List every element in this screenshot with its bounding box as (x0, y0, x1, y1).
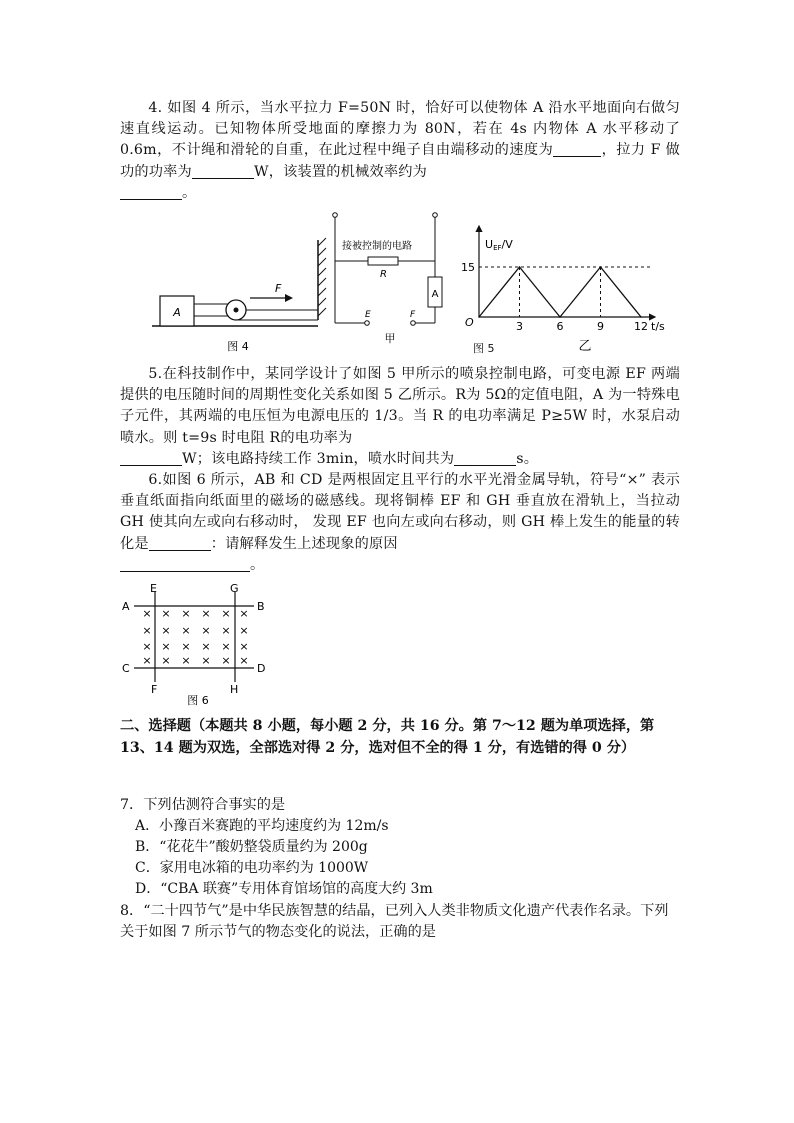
terminal-e (365, 321, 370, 326)
figure-6 (118, 580, 278, 710)
question-7-stem: 7．下列估测符合事实的是 (120, 797, 286, 813)
data-point (559, 316, 561, 318)
q5-text-1: 5.在科技制作中，某同学设计了如图 5 甲所示的喷泉控制电路，可变电源 EF 两端提供的电压随时间的周期性变化关系如图 5 乙所示。R为 5Ω的定值电阻，A 为一特殊电子元件，其两端的电压恒为电源电压的 1/3。当 R 的电功率满足 P≥5W 时，水泵启动喷水。则 t=9s 时电阻 R的电功率为 (120, 366, 680, 446)
terminal-f (411, 321, 416, 326)
data-point (640, 316, 642, 318)
data-point (600, 266, 602, 268)
label-b: B (257, 600, 265, 613)
origin-label: O (465, 316, 474, 329)
field-cross: × (161, 607, 171, 620)
field-cross: × (221, 640, 231, 653)
q5-text-3: s。 (516, 450, 539, 467)
label-e: E (150, 582, 157, 595)
q7-option-d[interactable]: D．“CBA 联赛”专用体育馆场馆的高度大约 3m (135, 881, 433, 897)
question-4 (120, 98, 680, 204)
q6-text-1: 6.如图 6 所示，AB 和 CD 是两根固定且平行的水平光滑金属导轨，符号“×” 表示垂直纸面指向纸面里的磁场的磁感线。现将铜棒 EF 和 GH 垂直放在滑轨上，当拉动 GH 使其向左或向右移动时， 发现 EF 也向左或向右移动，则 GH 棒上发生的能量的转化是 (120, 472, 680, 552)
field-cross: × (181, 654, 191, 667)
field-cross: × (142, 640, 152, 653)
q4-text-3: W，该装置的机械效率约为 (253, 163, 427, 180)
field-cross: × (239, 607, 249, 620)
x-tick-label: 9 (597, 320, 604, 333)
q4-text-4: 。 (182, 184, 197, 201)
y-axis-label: UEF/V (485, 238, 513, 252)
q5-answer-blank-1[interactable] (120, 451, 182, 466)
figure-5b-caption: 乙 (578, 339, 592, 354)
block-a-label: A (173, 306, 181, 319)
field-cross: × (239, 624, 249, 637)
q4-text-1: 4. 如图 4 所示，当水平拉力 F=50N 时，恰好可以使物体 A 沿水平地面向右做匀速直线运动。已知物体所受地面的摩擦力为 80N，若在 4s 内物体 A 水平移动了 0.6m，不计绳和滑轮的自重，在此过程中绳子自由端移动的速度为 (120, 100, 680, 159)
element-a-label: A (431, 289, 439, 300)
field-cross: × (161, 640, 171, 653)
q6-answer-blank-2[interactable] (120, 557, 250, 572)
data-point (519, 266, 521, 268)
field-cross: × (161, 654, 171, 667)
y-tick-label: 15 (461, 261, 475, 274)
x-axis-label: t/s (651, 320, 665, 333)
field-cross: × (181, 624, 191, 637)
field-cross: × (239, 640, 249, 653)
force-label: F (275, 282, 282, 295)
field-cross: × (181, 640, 191, 653)
voltage-series-line (479, 267, 641, 317)
figure-5-caption: 图 5 (473, 342, 495, 355)
question-6 (120, 470, 680, 576)
figure-4-caption: 图 4 (227, 340, 249, 353)
x-tick-label: 12 (634, 320, 648, 333)
label-h: H (230, 683, 239, 696)
question-8-stem: 8．“二十四节气”是中华民族智慧的结晶，已列入人类非物质文化遗产代表作名录。下列关于如图 7 所示节气的物态变化的说法，正确的是 (120, 903, 669, 940)
x-tick-label: 6 (556, 320, 564, 333)
label-c: C (122, 662, 130, 675)
field-cross: × (221, 624, 231, 637)
q7-option-c[interactable]: C．家用电冰箱的电功率约为 1000W (135, 860, 369, 876)
figure-6-caption: 图 6 (187, 694, 209, 707)
q6-text-2: ：请解释发生上述现象的原因 (210, 535, 398, 552)
figure-4 (150, 210, 340, 360)
field-cross: × (201, 624, 211, 637)
q5-answer-blank-2[interactable] (454, 451, 516, 466)
field-cross: × (239, 654, 249, 667)
magnetic-field (142, 607, 248, 667)
terminal-e-label: E (365, 310, 371, 320)
field-cross: × (161, 624, 171, 637)
q7-option-a[interactable]: A．小豫百米赛跑的平均速度约为 12m/s (135, 818, 389, 834)
resistor-r (368, 257, 398, 265)
label-a: A (122, 600, 130, 613)
data-point (478, 316, 480, 318)
field-cross: × (201, 640, 211, 653)
figure-5a (330, 205, 450, 360)
q4-answer-blank-2[interactable] (192, 163, 254, 178)
field-cross: × (142, 607, 152, 620)
q6-answer-blank-1[interactable] (149, 535, 211, 550)
label-g: G (230, 582, 239, 595)
field-cross: × (142, 624, 152, 637)
q4-answer-blank-3[interactable] (120, 185, 182, 200)
figure-5a-caption: 甲 (384, 332, 396, 345)
wall (318, 238, 326, 320)
label-f: F (151, 683, 158, 696)
field-cross: × (221, 654, 231, 667)
field-cross: × (181, 607, 191, 620)
x-tick-label: 3 (516, 320, 523, 333)
q4-text-2: ，拉力 F 做功的功率为 (120, 142, 681, 180)
terminal-f-label: F (410, 310, 416, 320)
field-cross: × (201, 607, 211, 620)
resistor-label: R (380, 269, 387, 280)
field-cross: × (201, 654, 211, 667)
circuit-title: 接被控制的电路 (342, 241, 412, 252)
q5-text-2: W；该电路持续工作 3min，喷水时间共为 (182, 450, 455, 467)
q4-answer-blank-1[interactable] (553, 142, 601, 157)
q7-option-b[interactable]: B．“花花牛”酸奶整袋质量约为 200g (135, 839, 368, 855)
q6-text-3: 。 (250, 556, 265, 573)
field-cross: × (142, 654, 152, 667)
field-cross: × (221, 607, 231, 620)
question-5 (120, 364, 680, 470)
label-d: D (257, 662, 266, 675)
section-2-heading: 二、选择题（本题共 8 小题，每小题 2 分，共 16 分。第 7～12 题为单项选择，第 13、14 题为双选，全部选对得 2 分，选对但不全的得 1 分，有选错的得 0 分） (120, 718, 655, 756)
